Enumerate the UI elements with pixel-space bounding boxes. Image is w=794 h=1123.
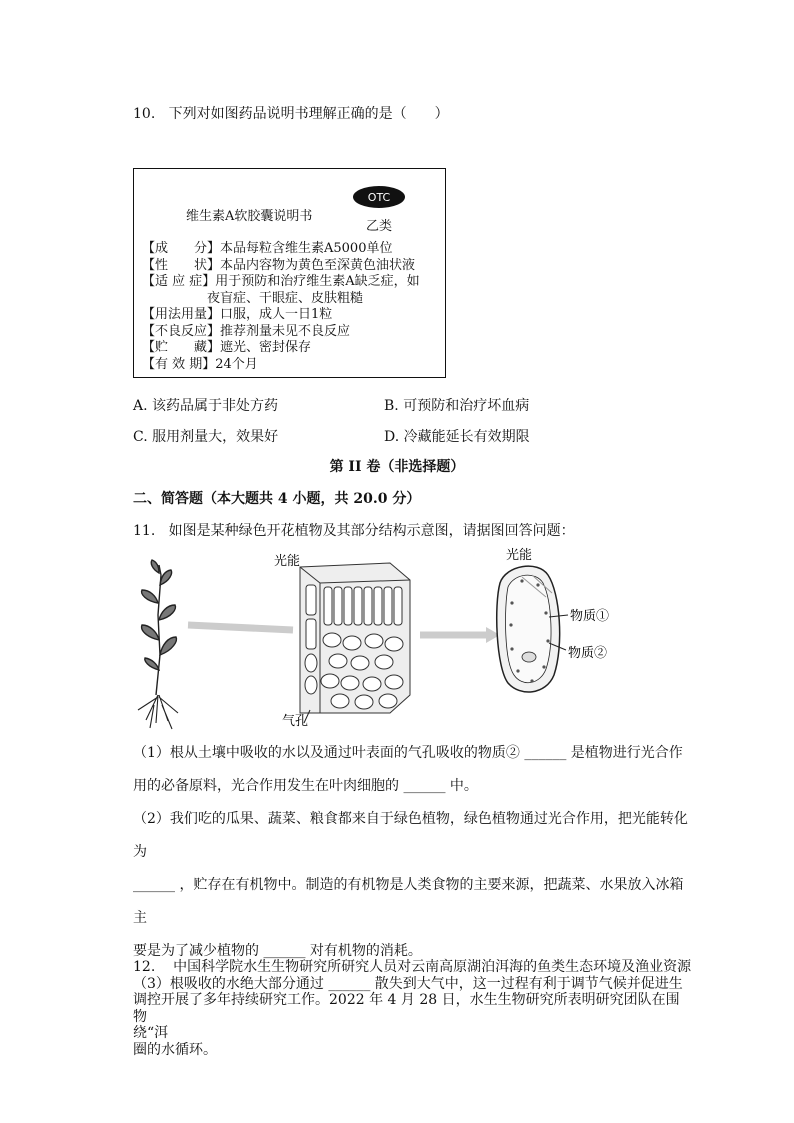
leaflet-row: 【贮 藏】遮光、密封保存: [142, 340, 312, 355]
leaflet-row: 【不良反应】推荐剂量未见不良反应: [142, 323, 351, 339]
light-energy-label-1: 光能: [274, 554, 301, 569]
leaflet-row: 【成 分】本品每粒含维生素A5000单位: [142, 241, 393, 256]
question-number: 11.: [133, 523, 156, 539]
leaf-cross-section: [300, 563, 410, 713]
substance-2-label: 物质②: [568, 646, 608, 661]
drug-leaflet-box: [133, 168, 446, 378]
plant-illustration: [138, 560, 178, 729]
option-d[interactable]: D. 冷藏能延长有效期限: [384, 429, 530, 445]
q11-sub2-line2: ______ ，贮存在有机物中。制造的有机物是人类食物的主要来源，把蔬菜、水果放入冰箱主: [133, 877, 684, 926]
light-energy-label-2: 光能: [506, 548, 533, 563]
option-c[interactable]: C. 服用剂量大，效果好: [133, 429, 279, 445]
leaflet-row: 【适 应 症】用于预防和治疗维生素A缺乏症，如: [142, 274, 420, 289]
q12-line1: [133, 951, 695, 984]
plant-structure-diagram: [128, 545, 628, 730]
question-text: 下列对如图药品说明书理解正确的是（ ）: [168, 106, 449, 122]
question-text: 中国科学院水生生物研究所研究人员对云南高原湖泊洱海的鱼类生态环境及渔业资源: [173, 959, 692, 975]
leaflet-title: 维生素A软胶囊说明书: [186, 209, 313, 224]
leaflet-rows: [142, 241, 420, 373]
q12-line2: 调控开展了多年持续研究工作。2022 年 4 月 28 日，水生生物研究所表明研究团队在围绕“洱: [133, 992, 680, 1041]
substance-1-label: 物质①: [570, 609, 610, 624]
q11-sub2-line1: （2）我们吃的瓜果、蔬菜、粮食都来自于绿色植物，绿色植物通过光合作用，把光能转化为: [133, 811, 688, 860]
question-12: [133, 951, 695, 1050]
part-title: 第 II 卷（非选择题）: [329, 459, 465, 475]
question-11-stem: [133, 520, 575, 540]
q11-sub2-line3: 要是为了减少植物的 ______ 对有机物的消耗。: [133, 943, 422, 959]
mesophyll-cell: [497, 566, 560, 692]
leaflet-row: 【性 状】本品内容物为黄色至深黄色油状液: [142, 257, 416, 273]
option-b[interactable]: B. 可预防和治疗坏血病: [384, 398, 530, 414]
leaflet-row: 【有 效 期】24个月: [142, 356, 258, 372]
arrow-shape: [188, 625, 293, 630]
otc-class-label: 乙类: [366, 219, 393, 234]
leaflet-row: 【用法用量】口服，成人一日1粒: [142, 307, 333, 322]
stoma-label: 气孔: [282, 714, 309, 729]
section-heading: 二、简答题（本大题共 4 小题，共 20.0 分）: [133, 491, 421, 507]
question-10-stem: [133, 103, 449, 123]
q11-sub1-line1: （1）根从土壤中吸收的水以及通过叶表面的气孔吸收的物质② ______ 是植物进行光合作: [133, 745, 683, 761]
q11-sub3-line2: 圈的水循环。: [133, 1042, 217, 1058]
otc-badge: OTC: [353, 186, 405, 208]
q11-sub3-line1: （3）根吸收的水绝大部分通过 ______ 散失到大气中，这一过程有利于调节气候并促进生物: [133, 976, 683, 1025]
question-number: 10.: [133, 106, 156, 122]
question-text: 如图是某种绿色开花植物及其部分结构示意图，请据图回答问题：: [168, 523, 575, 539]
question-number: 12.: [133, 959, 156, 975]
option-a[interactable]: A. 该药品属于非处方药: [133, 398, 279, 414]
q11-sub1-line2: 用的必备原料，光合作用发生在叶肉细胞的 ______ 中。: [133, 778, 478, 794]
leaflet-row: 夜盲症、干眼症、皮肤粗糙: [142, 290, 364, 306]
